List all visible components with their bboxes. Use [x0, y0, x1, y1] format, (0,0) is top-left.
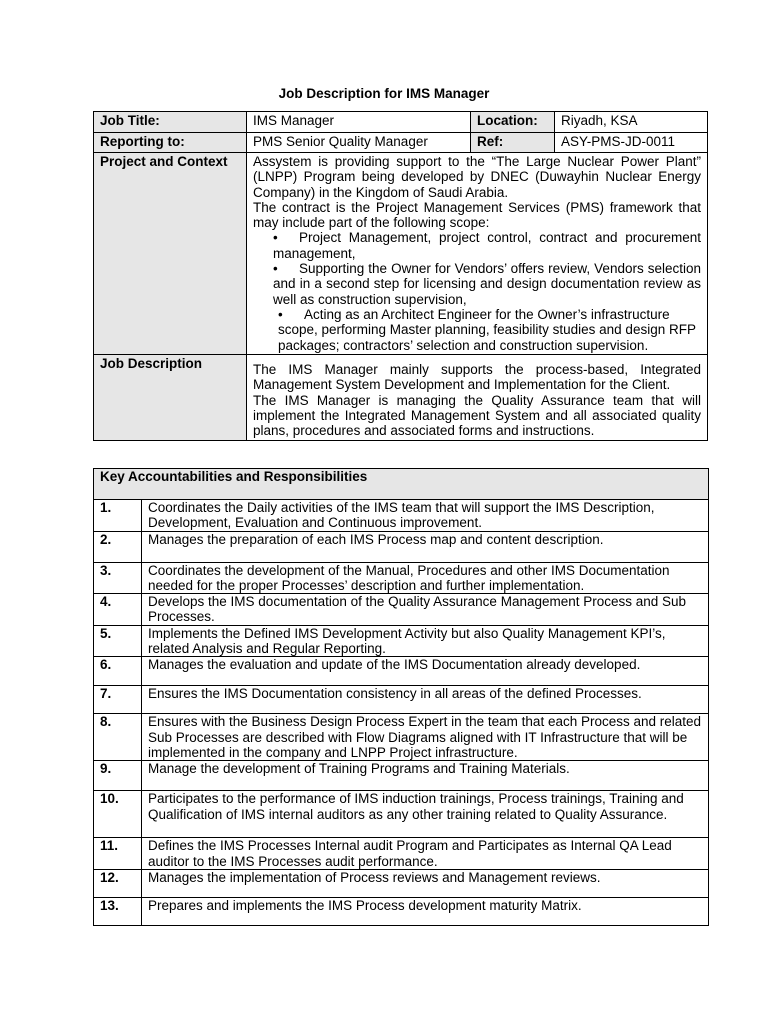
item-number: 3.	[94, 562, 142, 594]
item-number: 10.	[94, 791, 142, 838]
item-number: 7.	[94, 686, 142, 714]
accountability-row	[94, 869, 709, 897]
accountability-row	[94, 838, 709, 870]
job-info-table	[93, 111, 708, 441]
item-text: Manages the evaluation and update of the IMS Documentation already developed.	[142, 657, 709, 686]
item-number: 4.	[94, 594, 142, 626]
bullet-text: Supporting the Owner for Vendors’ offers review, Vendors selection and in a second step for licensing and design documentation review as well as construction supervision,	[273, 261, 701, 307]
job-title-label: Job Title:	[94, 112, 247, 133]
job-description-label: Job Description	[94, 355, 247, 441]
accountability-row	[94, 500, 709, 532]
item-text: Manages the implementation of Process reviews and Management reviews.	[142, 869, 709, 897]
item-number: 13.	[94, 897, 142, 925]
job-description-paragraph: The IMS Manager mainly supports the process-based, Integrated Management System Development and Implementation for the Client.	[253, 362, 701, 393]
scope-bullet	[253, 230, 701, 261]
location-value: Riyadh, KSA	[555, 112, 708, 133]
item-text: Defines the IMS Processes Internal audit Program and Participates as Internal QA Lead auditor to the IMS Processes audit performance.	[142, 838, 709, 870]
item-number: 5.	[94, 625, 142, 657]
item-number: 12.	[94, 869, 142, 897]
accountability-row	[94, 657, 709, 686]
context-paragraph: Assystem is providing support to the “The Large Nuclear Power Plant” (LNPP) Program being developed by DNEC (Duwayhin Nuclear Energy Company) in the Kingdom of Saudi Arabia.	[253, 154, 701, 200]
bullet-text: Project Management, project control, contract and procurement management,	[273, 230, 701, 261]
item-text: Coordinates the Daily activities of the IMS team that will support the IMS Description, Development, Evaluation and Continuous improvement.	[142, 500, 709, 532]
accountability-row	[94, 531, 709, 562]
accountability-row	[94, 897, 709, 925]
item-text: Manage the development of Training Programs and Training Materials.	[142, 761, 709, 791]
item-number: 9.	[94, 761, 142, 791]
accountability-row	[94, 761, 709, 791]
accountabilities-table	[93, 468, 709, 926]
item-text: Ensures with the Business Design Process Expert in the team that each Process and related Sub Processes are described with Flow Diagrams aligned with IT Infrastructure that will be implemented in the company and LNPP Project infrastructure.	[142, 714, 709, 761]
ref-label: Ref:	[471, 133, 555, 153]
accountability-row	[94, 791, 709, 838]
context-paragraph: The contract is the Project Management Services (PMS) framework that may include part of the following scope:	[253, 199, 701, 231]
accountability-row	[94, 594, 709, 626]
item-text: Manages the preparation of each IMS Process map and content description.	[142, 531, 709, 562]
item-number: 6.	[94, 657, 142, 686]
job-title-value: IMS Manager	[247, 112, 471, 133]
bullet-icon: •	[273, 261, 278, 277]
accountability-row	[94, 714, 709, 761]
item-number: 8.	[94, 714, 142, 761]
item-text: Prepares and implements the IMS Process development maturity Matrix.	[142, 897, 709, 925]
reporting-label: Reporting to:	[94, 133, 247, 153]
bullet-text: Acting as an Architect Engineer for the Owner’s infrastructure scope, performing Master planning, feasibility studies and design RFP packages; contractors’ selection and construction supervision.	[278, 306, 696, 353]
item-text: Implements the Defined IMS Development Activity but also Quality Management KPI’s, related Analysis and Regular Reporting.	[142, 625, 709, 657]
scope-bullet	[253, 307, 701, 353]
job-description-content	[247, 355, 708, 441]
item-number: 11.	[94, 838, 142, 870]
accountability-row	[94, 686, 709, 714]
context-label: Project and Context	[94, 153, 247, 355]
accountability-row	[94, 562, 709, 594]
job-description-row	[94, 355, 708, 441]
accountability-row	[94, 625, 709, 657]
item-text: Develops the IMS documentation of the Quality Assurance Management Process and Sub Processes.	[142, 594, 709, 626]
item-number: 1.	[94, 500, 142, 532]
reporting-value: PMS Senior Quality Manager	[247, 133, 471, 153]
reporting-row	[94, 133, 708, 153]
accountabilities-heading: Key Accountabilities and Responsibilities	[94, 469, 709, 500]
context-content	[247, 153, 708, 355]
scope-bullet	[253, 261, 701, 307]
context-row	[94, 153, 708, 355]
item-text: Ensures the IMS Documentation consistency in all areas of the defined Processes.	[142, 686, 709, 714]
location-label: Location:	[471, 112, 555, 133]
document-title: Job Description for IMS Manager	[278, 86, 490, 101]
accountabilities-header-row	[94, 469, 709, 500]
ref-value: ASY-PMS-JD-0011	[555, 133, 708, 153]
item-text: Participates to the performance of IMS induction trainings, Process trainings, Training and Qualification of IMS internal auditors as any other training related to Quality Assurance.	[142, 791, 709, 838]
bullet-icon: •	[278, 306, 283, 322]
job-title-row	[94, 112, 708, 133]
item-number: 2.	[94, 531, 142, 562]
job-description-paragraph: The IMS Manager is managing the Quality Assurance team that will implement the Integrated Management System and all associated quality plans, procedures and associated forms and instructions.	[253, 392, 701, 439]
bullet-icon: •	[273, 230, 278, 246]
item-text: Coordinates the development of the Manual, Procedures and other IMS Documentation needed for the proper Processes’ description and further implementation.	[142, 562, 709, 594]
